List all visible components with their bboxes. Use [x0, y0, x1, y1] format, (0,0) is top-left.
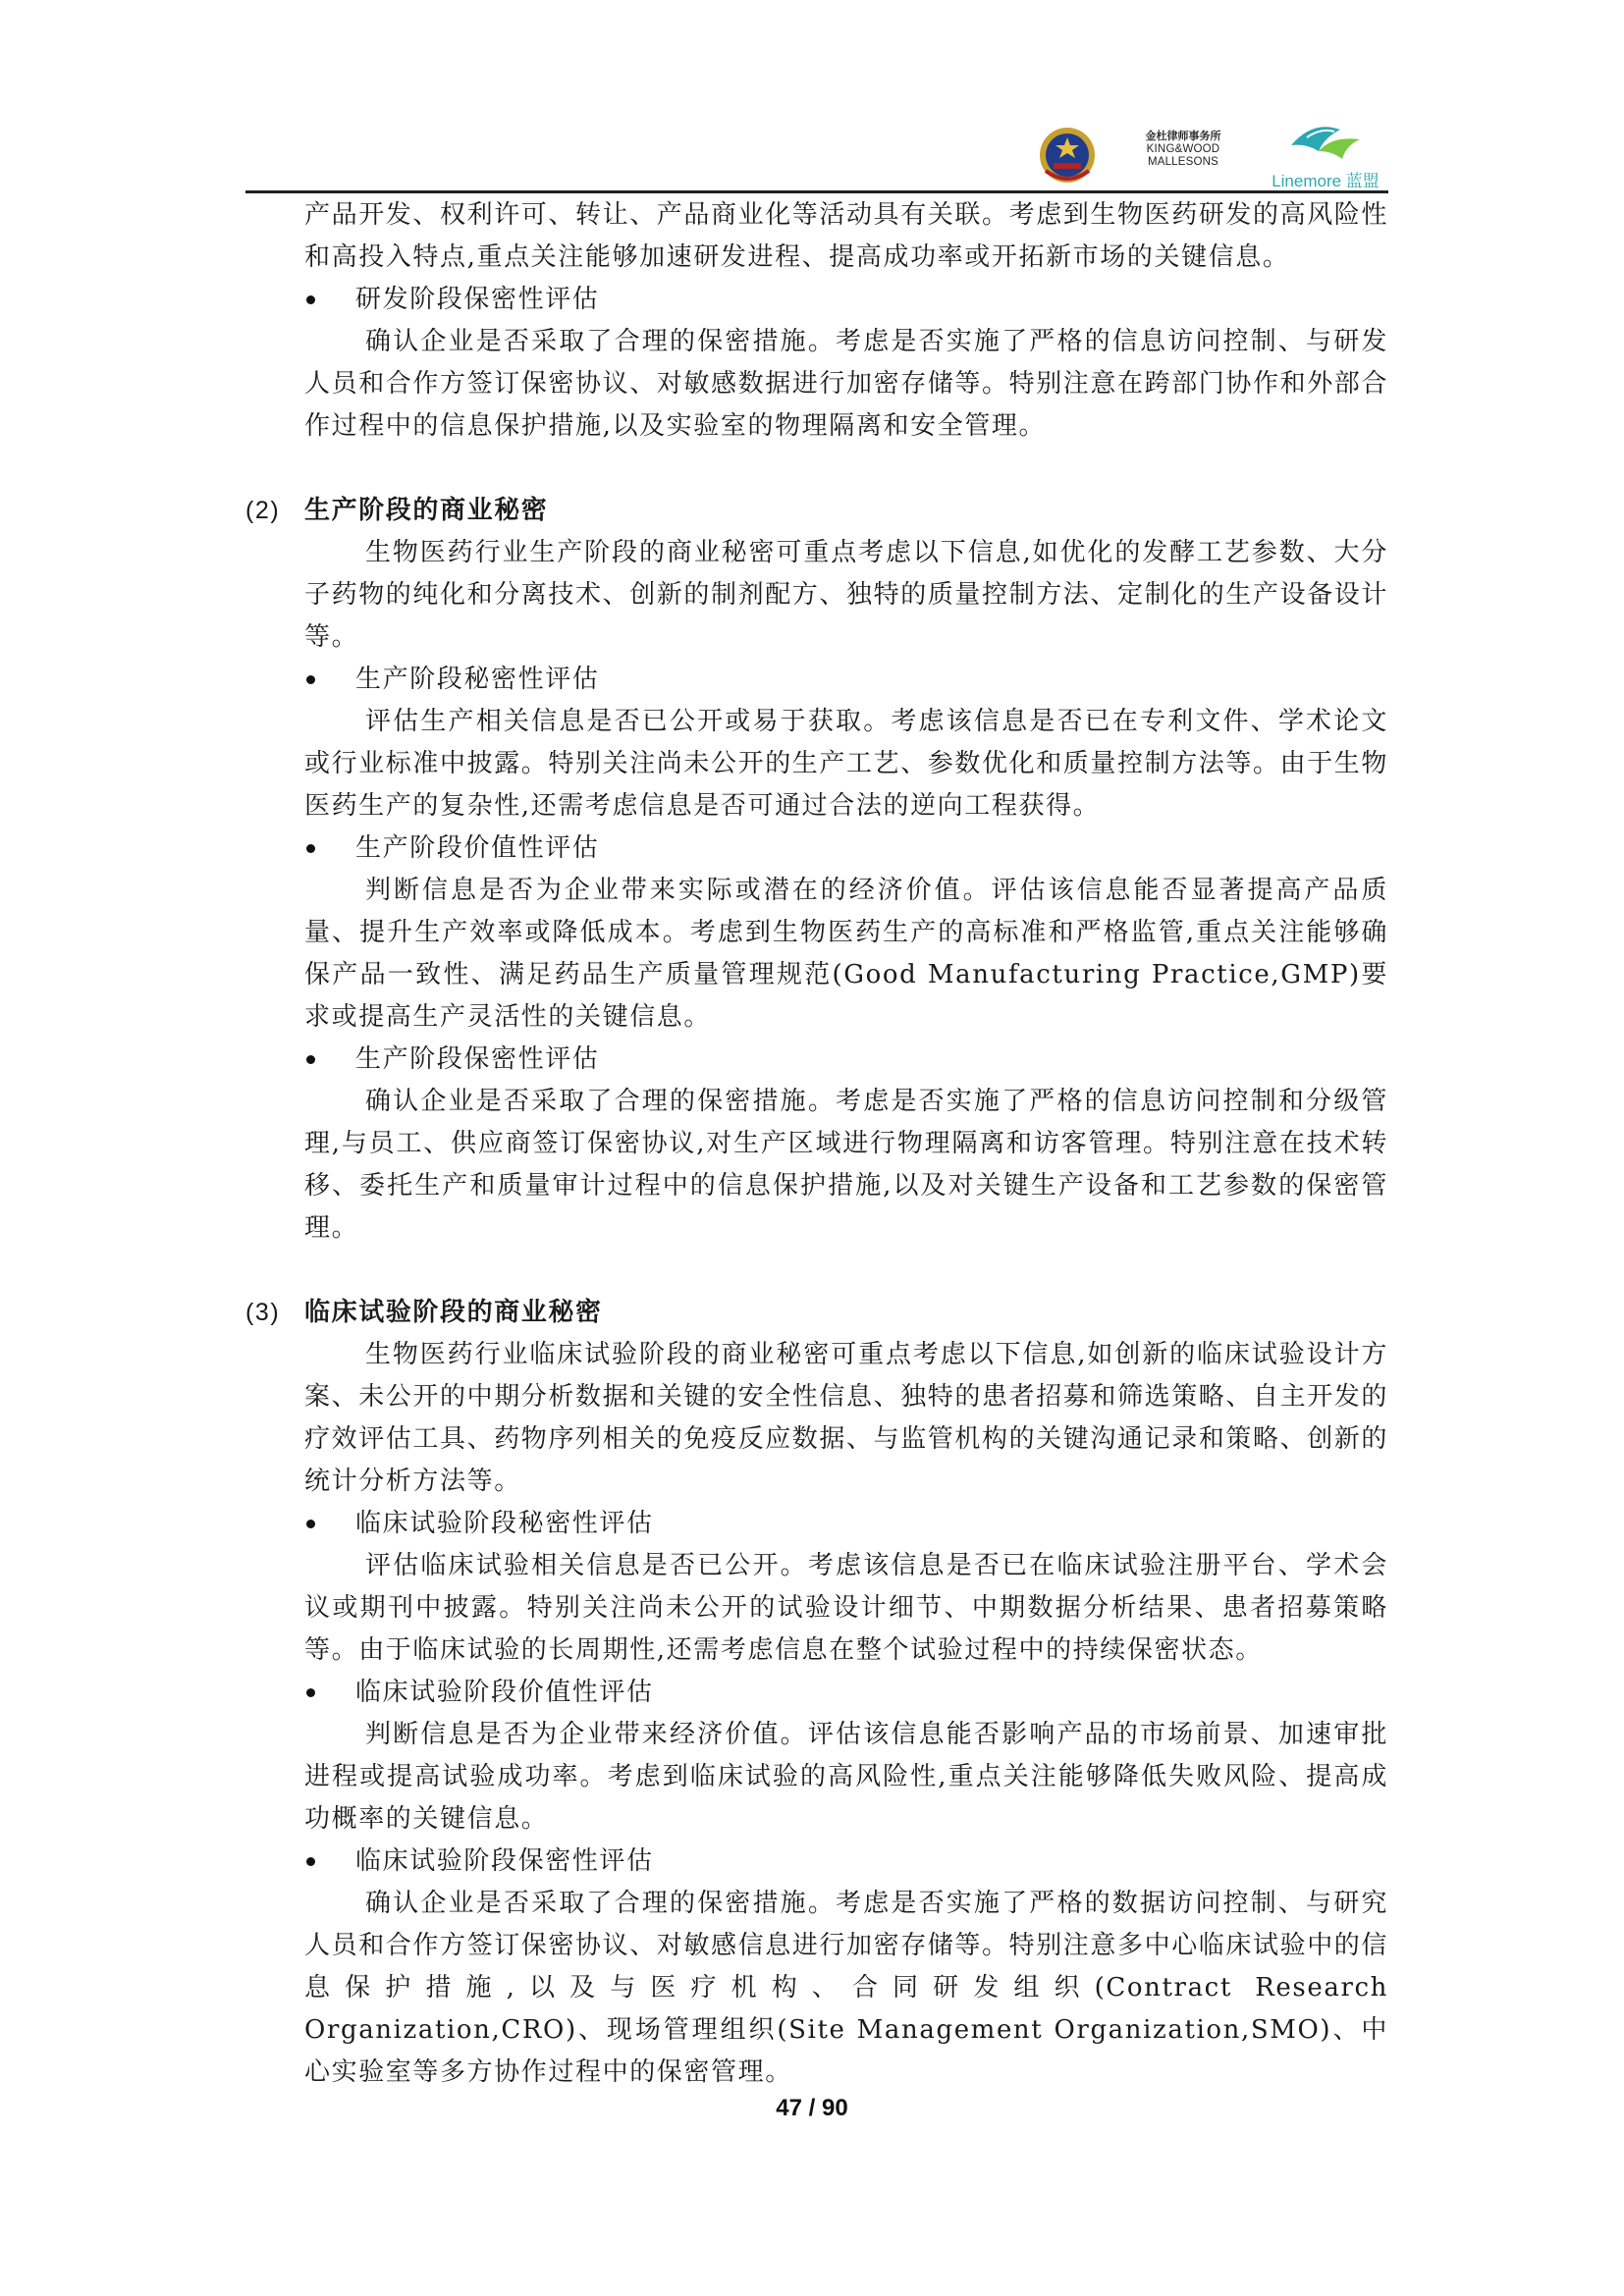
- body-paragraph: 确认企业是否采取了合理的保密措施。考虑是否实施了严格的信息访问控制、与研发人员和合作方签订保密协议、对敏感数据进行加密存储等。特别注意在跨部门协作和外部合作过程中的信息保护措施,以及实验室的物理隔离和安全管理。: [304, 327, 1389, 441]
- bullet-item: [304, 279, 1388, 321]
- bullet-dot-icon: [306, 675, 315, 684]
- linemore-text: Linemore 蓝盟: [1272, 172, 1380, 190]
- kwm-english-line2: MALLESONS: [1147, 156, 1219, 168]
- bullet-dot-icon: [306, 844, 315, 853]
- body-paragraph: 判断信息是否为企业带来经济价值。评估该信息能否影响产品的市场前景、加速审批进程或提高试验成功率。考虑到临床试验的高风险性,重点关注能够降低失败风险、提高成功概率的关键信息。: [304, 1720, 1388, 1834]
- bullet-dot-icon: [306, 1520, 315, 1528]
- intro-paragraph: 产品开发、权利许可、转让、产品商业化等活动具有关联。考虑到生物医药研发的高风险性和高投入特点,重点关注能够加速研发进程、提高成功率或开拓新市场的关键信息。: [304, 200, 1389, 272]
- bullet-item: [304, 1672, 1388, 1714]
- kwm-english-line1: KING&WOOD: [1146, 143, 1220, 155]
- bullet-dot-icon: [306, 1688, 315, 1697]
- bullet-item: [304, 828, 1388, 870]
- bullet-dot-icon: [306, 295, 315, 304]
- body-paragraph: 评估临床试验相关信息是否已公开。考虑该信息是否已在临床试验注册平台、学术会议或期刊中披露。特别关注尚未公开的试验设计细节、中期数据分析结果、患者招募策略等。由于临床试验的长周期性,还需考虑信息在整个试验过程中的持续保密状态。: [304, 1551, 1388, 1665]
- body-paragraph: 评估生产相关信息是否已公开或易于获取。考虑该信息是否已在专利文件、学术论文或行业标准中披露。特别关注尚未公开的生产工艺、参数优化和质量控制方法等。由于生物医药生产的复杂性,还需考虑信息是否可通过合法的逆向工程获得。: [304, 707, 1389, 821]
- section-title: 临床试验阶段的商业秘密: [304, 1298, 603, 1327]
- kwm-chinese-name: 金杜律师事务所: [1145, 131, 1221, 142]
- section-heading: [245, 490, 1388, 532]
- body-paragraph: 判断信息是否为企业带来实际或潜在的经济价值。评估该信息能否显著提高产品质量、提升生产效率或降低成本。考虑到生物医药生产的高标准和严格监管,重点关注能够确保产品一致性、满足药品生产质量管理规范(Good Manufacturing Practice,GMP)要求或提高生产灵活性的关键信息。: [304, 876, 1388, 1032]
- bullet-dot-icon: [306, 1857, 315, 1866]
- bullet-label: 生产阶段价值性评估: [355, 833, 600, 863]
- section-title: 生产阶段的商业秘密: [304, 496, 549, 525]
- linemore-logo: [1262, 116, 1389, 190]
- bullet-item: [304, 659, 1388, 701]
- body-paragraph: 确认企业是否采取了合理的保密措施。考虑是否实施了严格的数据访问控制、与研究人员和合作方签订保密协议、对敏感信息进行加密存储等。特别注意多中心临床试验中的信息保护措施,以及与医疗机构、合同研发组织(Contract Research Organization,CRO)、现场管理组织(Site Management Organization,SMO)、中心实验室等多方协作过程中的保密管理。: [304, 1889, 1389, 2087]
- linemore-mark-icon: [1262, 116, 1389, 167]
- bullet-item: [304, 1503, 1388, 1545]
- police-emblem-icon: [1036, 126, 1099, 187]
- body-paragraph: 确认企业是否采取了合理的保密措施。考虑是否实施了严格的信息访问控制和分级管理,与员工、供应商签订保密协议,对生产区域进行物理隔离和访客管理。特别注意在技术转移、委托生产和质量审计过程中的信息保护措施,以及对关键生产设备和工艺参数的保密管理。: [304, 1087, 1388, 1243]
- bullet-label: 临床试验阶段保密性评估: [355, 1846, 654, 1876]
- page-header: [245, 106, 1388, 190]
- section-intro-paragraph: 生物医药行业生产阶段的商业秘密可重点考虑以下信息,如优化的发酵工艺参数、大分子药物的纯化和分离技术、创新的制剂配方、独特的质量控制方法、定制化的生产设备设计等。: [304, 538, 1389, 652]
- section-number: (2): [245, 497, 281, 524]
- bullet-label: 临床试验阶段秘密性评估: [355, 1509, 654, 1538]
- kwm-logo: [1119, 130, 1247, 188]
- bullet-label: 临床试验阶段价值性评估: [355, 1678, 654, 1707]
- section-number: (3): [245, 1299, 281, 1326]
- main-content: [245, 194, 1389, 2094]
- header-divider: [245, 190, 1388, 193]
- bullet-label: 生产阶段秘密性评估: [355, 665, 600, 694]
- page-number: 47 / 90: [776, 2095, 848, 2121]
- bullet-item: [304, 1841, 1388, 1883]
- section-heading: [245, 1292, 1388, 1334]
- bullet-label: 生产阶段保密性评估: [355, 1044, 600, 1074]
- bullet-item: [304, 1039, 1388, 1081]
- bullet-label: 研发阶段保密性评估: [355, 285, 600, 314]
- bullet-dot-icon: [306, 1055, 315, 1064]
- section-intro-paragraph: 生物医药行业临床试验阶段的商业秘密可重点考虑以下信息,如创新的临床试验设计方案、未公开的中期分析数据和关键的安全性信息、独特的患者招募和筛选策略、自主开发的疗效评估工具、药物序列相关的免疫反应数据、与监管机构的关键沟通记录和策略、创新的统计分析方法等。: [304, 1340, 1389, 1496]
